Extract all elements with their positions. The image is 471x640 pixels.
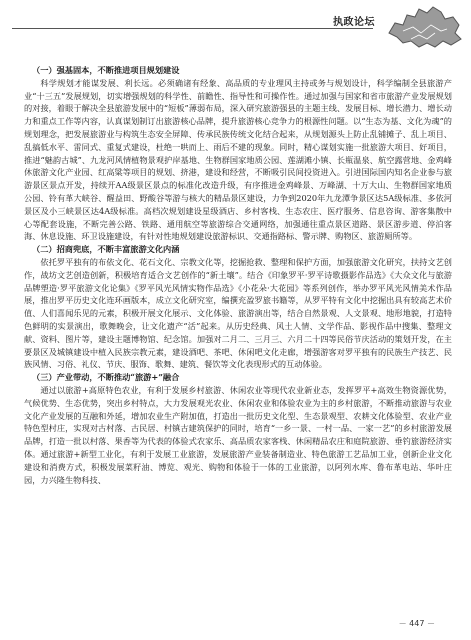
section-heading: （二）招商兜底，不断丰富旅游文化内涵: [32, 244, 180, 255]
section-heading: （三）产业带动，不断推动“旅游+”融合: [32, 372, 180, 383]
header-rule: [12, 28, 373, 29]
section-heading: （一）强基固本，不断推进项目规划建设: [32, 65, 180, 75]
article-body: [24, 64, 452, 486]
page-number: － 447 －: [398, 619, 435, 628]
body-paragraph: 依托罗平独有的布依文化、花石文化、宗教文化等，挖掘抢救、整理和保护方面，加强旅游文化研究，扶持文艺创作，战坊文艺创造创新，积极培育适合文艺创作的“新土壤”。结合《印象罗平·罗平诗歌摄影作品选》《大众文化与旅游品牌塑造·罗平旅游文化论集》《罗平风光风情实物作品选》《小花朵·大花园》等系列创作，举办罗平风光风情美术作品展，推出罗平历史文化连环画版本，成立文化研究室，编撰充盈罗旅书籍等，从罗平特有文化中挖掘出具有较高艺术价值、人们喜闻乐见的元素，积极开展文化展示、文化体验、旅游演出等，结合自然景观、人文景观、地形地貌，打造特色鲜明的实景演出，歌舞晚会，让文化遗产“活”起来。从历史经典、风土人情、文学作品、影视作品中搜集、整理文献、资料、图片等，建设主题博物馆、纪念馆。加强对二月二、三月三、六月二十四等民俗节庆活动的策划开发，在主要景区及城镇建设中植入民族宗教元素，建设酒吧、茶吧、休闲吧文化走廊，增强游客对罗平独有的民族生产技艺、民族风情、习俗、礼仪、节庆、服饰、歌舞、建筑、餐饮等文化表现形式的互动体验。: [24, 256, 452, 370]
region-map-logo-icon: [383, 3, 465, 51]
section-label: 执政论坛: [333, 17, 375, 28]
body-paragraph: 科学规划才能谋发展、利长远。必须确诸有经象、高品质的专业理风主持或务与规划设计，科学编制全县旅游产业“十三五”发展规划，切实增强规划的科学性、前瞻性、指导性和可操作性。通过加强与国家和省市旅游产业发展规划的对接，着眼于解决全县旅游发展中的“短板”薄弱布局，深入研究旅游强县的主题主线、发展目标、增长潜力、增长动力和重点工作等内容，认真谋划制订出旅游核心品牌，提升旅游核心竞争力的根源性问题。以“生态为基、文化为魂”的规划理念，把发展旅游业与构筑生态安全屏障、传承民族传统文化结合起来，从规划源头上防止乱铺摊子、乱上项目、乱搞低水平、雷同式、重复式建设，杜绝一哄而上、雨后不建的现象。同时，精心谋划实施一批旅游大项目、好项目，推进“魅韵古城”、九龙河风情植物景观护岸基地、生物群国家地质公园、莲湖滩小镇、长瓶温泉、航空露营地、金鸡峰休旅游文化产业园、红高粱等项目的规划、挤港，建设和经营，不断吸引民间投资进入。引进国际国内知名企业参与旅游景区景点开发，持续开AA级景区景点的标准化改造升级，有序推进金鸡峰景、万峰湖、十万大山、生物群国家地质公园、铃有革大峡谷、醒益田、野酸谷等游与核大的精品景区建设，力争到2020年九龙潭争景区达5A级标准、多依河景区及小三峡景区达4A级标准。高档次规划建设星级酒店、乡村客栈、生态农庄、医疗服务、信息咨询、游客集散中心等配套设施，不断完善公路、铁路、通用航空等旅游综合交通网络，加强通往重点景区道路、景区游步道、停泊客海、休息设施、环卫设施建设，有针对性地规划建设旅游标识、交通指路标、警示牌、购物区、旅游厕所等。: [24, 77, 452, 242]
body-paragraph: 通过以旅游+高原特色农业，有利于发展乡村旅游、休闲农业等现代农业新业态，发挥罗平+高效生物资源优势，气候优势、生态优势，突出乡村特点，大力发展观光农业、休闲农业和体验农业为主的乡村旅游，不断推动旅游与农业文化产业发展的互融和外延，增加农业生产附加值，打造出一批历史文化型、生态景观型、农耕文化体验型、农业产业特色型村庄，实现对古村落、古民居、村镇古建筑保护的同时，培育“一乡一景、一村一品、一家一艺”的乡村旅游发展品牌，打造一批以村落、果香等为代表的体验式农家乐、高品质农家客栈、休闲精品农庄和庭院旅游、垂钓旅游经济实体。通过旅游+新型工业化，有利于发展工业旅游，发展旅游产业装备制造业、特色旅游工艺品加工业，创新企业文化建设和消费方式，积极发展菜籽油、博览、观光、购物和体验于一体的工业旅游，以阿列水库、鲁布革电站、华叶庄园，力兴隆生物科技、: [24, 384, 452, 485]
page-header: [0, 0, 471, 38]
